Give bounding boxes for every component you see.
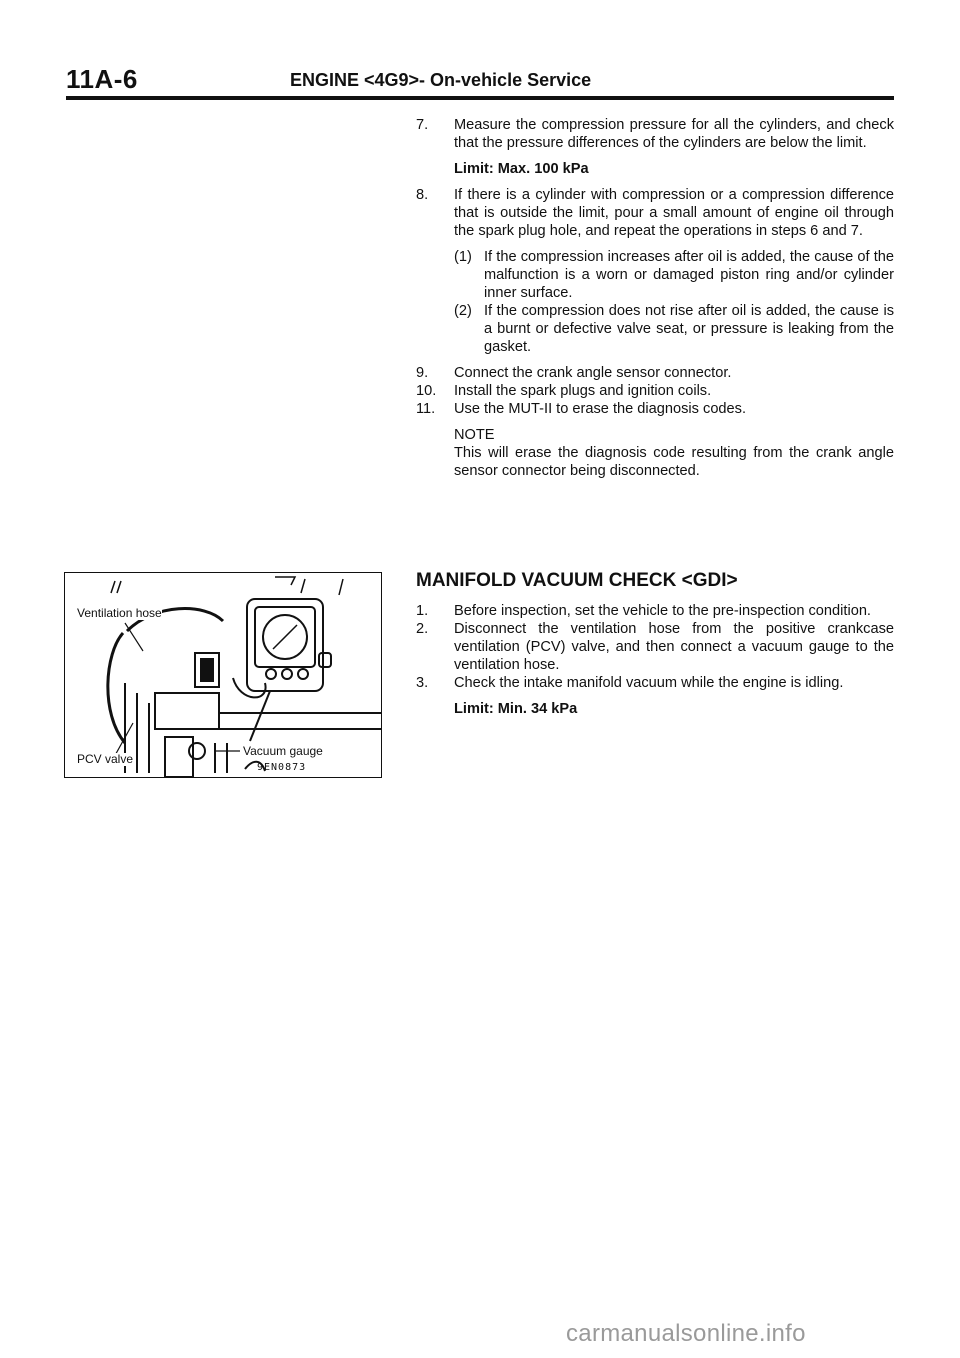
engine-mount (215, 743, 227, 773)
gauge-knob-1 (266, 669, 276, 679)
step-7 (416, 116, 894, 152)
page-number: 11A-6 (66, 64, 138, 94)
pcv-valve-cap (189, 743, 205, 759)
manifold-heading: MANIFOLD VACUUM CHECK <GDI> (416, 570, 738, 591)
step-11 (416, 400, 894, 418)
tick-marks-left (111, 581, 121, 593)
step-text: Disconnect the ventilation hose from the positive crankcase ventilation (PCV) valve, and then connect a vacuum gauge to the ventilation hose. (454, 621, 894, 673)
vacuum-limit: Limit: Min. 34 kPa (454, 701, 578, 717)
step-number: 1. (416, 603, 429, 619)
step-text: Connect the crank angle sensor connector. (454, 365, 732, 381)
pcv-valve-body (165, 737, 193, 777)
engine-housing (155, 693, 219, 729)
manifold-step-2 (416, 620, 894, 674)
sub-step-number: (2) (454, 303, 472, 319)
step-number: 2. (416, 621, 429, 637)
gauge-hose-down (250, 691, 270, 741)
section-title: ENGINE <4G9>- On-vehicle Service (290, 70, 592, 90)
gauge-body (247, 599, 323, 691)
step-number: 8. (416, 187, 429, 203)
step-number: 3. (416, 675, 429, 691)
vacuum-gauge-figure (64, 572, 382, 778)
note-body: This will erase the diagnosis code resulting from the crank angle sensor connector being disconnected. (454, 445, 894, 479)
step-text: Measure the compression pressure for all the cylinders, and check that the pressure differences of the cylinders are below the limit. (454, 117, 894, 151)
manifold-step-3 (416, 674, 894, 692)
connector-core (201, 659, 213, 681)
leader-ventilation-hose (125, 623, 143, 651)
step-10 (416, 382, 894, 400)
sub-step-text: If the compression does not rise after oil is added, the cause is a burnt or defective valve seat, or pressure is leaking from the gasket. (484, 303, 894, 355)
figure-code: 9EN0873 (257, 762, 307, 773)
step-8-sub-2 (416, 302, 894, 356)
step-number: 7. (416, 117, 429, 133)
tick-mark-mid (301, 579, 305, 593)
gauge-needle (273, 625, 297, 649)
note-title: NOTE (454, 427, 495, 443)
step-text: If there is a cylinder with compression or a compression difference that is outside the limit, pour a small amount of engine oil through the spark plug hole, and repeat the operations in steps 6 and 7. (454, 187, 894, 239)
step-8-sub-1 (416, 248, 894, 302)
step-text: Install the spark plugs and ignition coils. (454, 383, 712, 399)
step-number: 11. (416, 401, 436, 417)
gauge-knob-2 (282, 669, 292, 679)
header-divider (66, 96, 894, 100)
gauge-knob-3 (298, 669, 308, 679)
label-ventilation-hose: Ventilation hose (77, 606, 162, 620)
sub-step-text: If the compression increases after oil is added, the cause of the malfunction is a worn or damaged piston ring and/or cylinder inner surface. (484, 249, 894, 301)
label-vacuum-gauge: Vacuum gauge (243, 744, 323, 758)
compression-limit: Limit: Max. 100 kPa (454, 161, 589, 177)
label-pcv-valve: PCV valve (77, 752, 134, 766)
step-text: Before inspection, set the vehicle to the pre-inspection condition. (454, 603, 871, 619)
step-8 (416, 186, 894, 240)
manifold-steps (416, 602, 894, 718)
ventilation-hose-left (108, 633, 125, 743)
tick-mark-right (339, 579, 343, 595)
sub-step-number: (1) (454, 249, 472, 265)
engine-illustration (65, 573, 382, 778)
manifold-step-1 (416, 602, 894, 620)
step-text: Use the MUT-II to erase the diagnosis codes. (454, 401, 747, 417)
watermark: carmanualsonline.info (566, 1320, 806, 1347)
note-text (416, 444, 894, 480)
step-number: 9. (416, 365, 429, 381)
step-number: 10. (416, 383, 437, 399)
compression-steps (416, 116, 894, 480)
step-text: Check the intake manifold vacuum while the engine is idling. (454, 675, 844, 691)
tick-mark-top (275, 577, 295, 585)
gauge-side-fitting (319, 653, 331, 667)
step-9 (416, 364, 894, 382)
